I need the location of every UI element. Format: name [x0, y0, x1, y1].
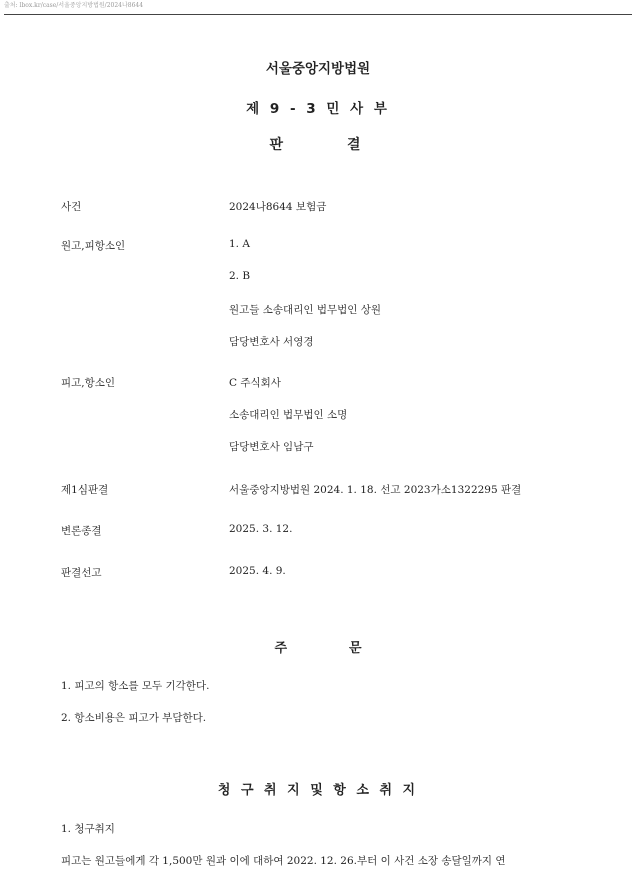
field-value-plaintiff-4: 담당변호사 서영경: [229, 336, 314, 348]
order-heading-right: 문: [349, 641, 362, 656]
field-value-case: 2024나8644 보험금: [229, 201, 327, 213]
order-item: 2. 항소비용은 피고가 부담한다.: [61, 712, 207, 724]
field-value-plaintiff-2: 2. B: [229, 270, 251, 282]
field-label-first-instance: 제1심판결: [61, 484, 109, 496]
field-label-judgment-date: 판결선고: [61, 567, 102, 579]
claim-item: 피고는 원고들에게 각 1,500만 원과 이에 대하여 2022. 12. 26.부터 이 사건 소장 송달일까지 연: [61, 855, 506, 867]
field-value-defendant-3: 담당변호사 임남구: [229, 441, 314, 453]
field-value-plaintiff-1: 1. A: [229, 238, 250, 250]
order-item: 1. 피고의 항소를 모두 기각한다.: [61, 680, 210, 692]
title-right: 결: [347, 137, 367, 153]
source-url: 출처: lbox.kr/case/서울중앙지방법원/2024나8644: [4, 2, 144, 9]
title-left: 판: [269, 137, 289, 153]
field-label-defendant: 피고,항소인: [61, 377, 116, 389]
court-name: 서울중앙지방법원: [265, 61, 371, 77]
field-value-argument-end: 2025. 3. 12.: [229, 523, 293, 535]
field-value-judgment-date: 2025. 4. 9.: [229, 565, 286, 577]
field-label-case: 사건: [61, 201, 82, 213]
field-value-defendant-1: C 주식회사: [229, 377, 281, 389]
field-value-first-instance: 서울중앙지방법원 2024. 1. 18. 선고 2023가소1322295 판결: [229, 484, 522, 496]
division-name: 제 9 - 3 민 사 부: [246, 101, 390, 117]
field-label-plaintiff: 원고,피항소인: [61, 240, 126, 252]
field-label-argument-end: 변론종결: [61, 525, 102, 537]
header-divider: [4, 14, 632, 15]
field-value-plaintiff-3: 원고들 소송대리인 법무법인 상원: [229, 304, 382, 316]
order-heading-left: 주: [274, 641, 287, 656]
claim-heading: 청 구 취 지 및 항 소 취 지: [217, 783, 419, 798]
field-value-defendant-2: 소송대리인 법무법인 소명: [229, 409, 348, 421]
order-heading: [0, 637, 636, 656]
document-title: [0, 134, 636, 154]
claim-item: 1. 청구취지: [61, 823, 115, 835]
